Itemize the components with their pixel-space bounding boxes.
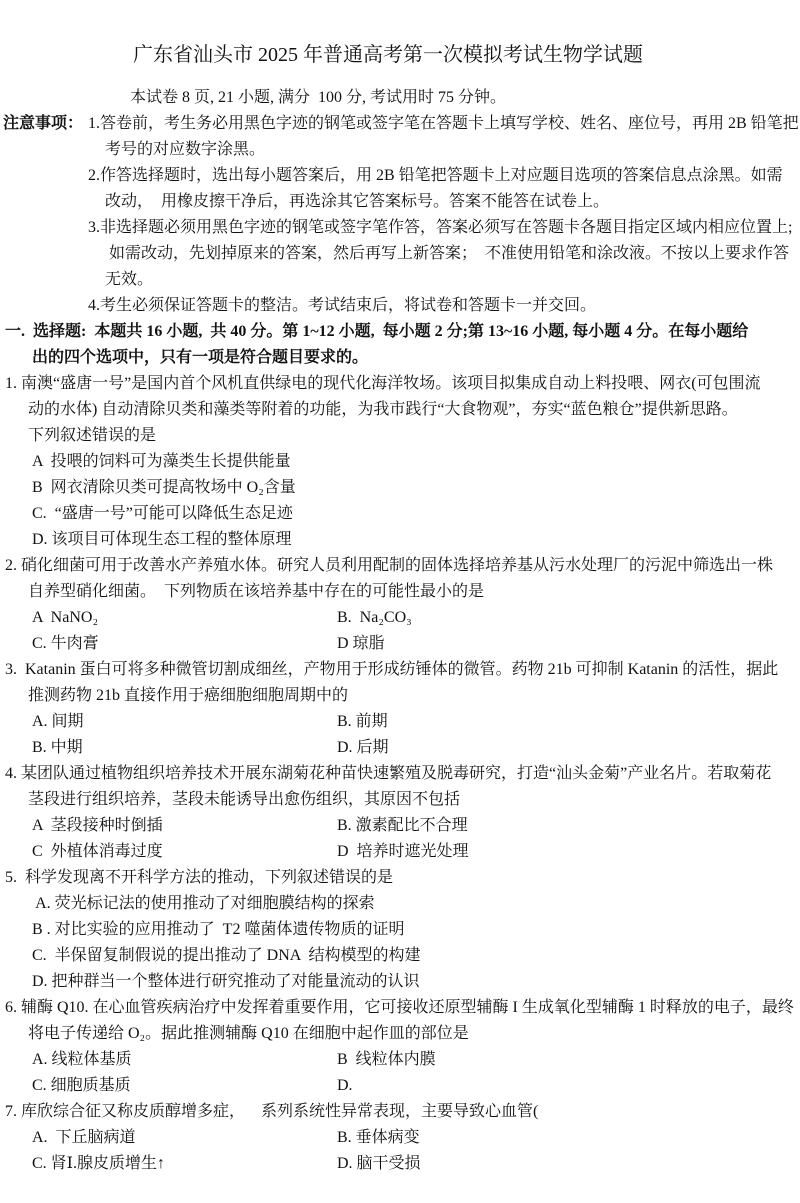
question-stem-line: 1. 南澳“盛唐一号”是国内首个风机直供绿电的现代化海洋牧场。该项目拟集成自动上料投喂、网衣(可包围流 bbox=[5, 375, 761, 392]
option-cell: C. “盛唐一号”可能可以降低生态足迹 bbox=[32, 505, 293, 522]
question-3 bbox=[5, 657, 795, 761]
option-row bbox=[32, 917, 795, 943]
notice-line: 4.考生必须保证答题卡的整洁。考试结束后，将试卷和答题卡一并交回。 bbox=[88, 297, 597, 314]
notice-item bbox=[88, 111, 799, 163]
option-cell: A 茎段接种时倒插 bbox=[32, 817, 163, 834]
option-cell: C. 半保留复制假说的提出推动了 DNA 结构模型的构建 bbox=[32, 947, 421, 964]
option-cell: A NaNO₂ bbox=[32, 609, 99, 626]
section-heading-line: 一. 选择题: 本题共 16 小题, 共 40 分。第 1~12 小题, 每小题 2 分;第 13~16 小题, 每小题 4 分。在每小题给 bbox=[5, 323, 749, 340]
question-5 bbox=[5, 865, 795, 995]
question-stem-line: 动的水体) 自动清除贝类和藻类等附着的功能，为我市践行“大食物观”，夯实“蓝色粮仓”提供新思路。 bbox=[28, 401, 738, 418]
option-cell: C. 肾Ⅰ.腺皮质增生↑ bbox=[32, 1155, 165, 1172]
notice-line: 如需改动，先划掉原来的答案，然后再写上新答案； 不准使用铅笔和涂改液。不按以上要求作答 bbox=[105, 245, 790, 262]
option-cell: B 线粒体内膜 bbox=[337, 1051, 436, 1068]
option-row bbox=[32, 449, 795, 475]
option-cell: D. 脑干受损 bbox=[337, 1155, 421, 1172]
option-cell: C 外植体消毒过度 bbox=[32, 843, 163, 860]
option-cell: D. 后期 bbox=[337, 739, 389, 756]
option-row bbox=[32, 605, 795, 631]
option-row bbox=[32, 631, 795, 657]
option-row bbox=[32, 501, 795, 527]
section-heading-line: 出的四个选项中，只有一项是符合题目要求的。 bbox=[32, 349, 369, 366]
question-1 bbox=[5, 371, 795, 553]
option-cell: B. Na₂CO₃ bbox=[337, 609, 412, 626]
section-heading bbox=[5, 319, 795, 371]
question-stem-line: 3. Katanin 蛋白可将多种微管切割成细丝，产物用于形成纺锤体的微管。药物 21b 可抑制 Katanin 的活性，据此 bbox=[5, 661, 779, 678]
question-stem-line: 4. 某团队通过植物组织培养技术开展东湖菊花种苗快速繁殖及脱毒研究，打造“汕头金菊”产业名片。若取菊花 bbox=[5, 765, 772, 782]
doc-subtitle: 本试卷 8 页, 21 小题, 满分 100 分, 考试用时 75 分钟。 bbox=[130, 89, 507, 106]
option-row bbox=[32, 1151, 795, 1177]
notice-line: 2.作答选择题时，选出每小题答案后，用 2B 铅笔把答题卡上对应题目选项的答案信息点涂黑。如需 bbox=[88, 167, 783, 184]
option-row bbox=[32, 969, 795, 995]
option-cell: A. 荧光标记法的使用推动了对细胞膜结构的探索 bbox=[32, 895, 375, 912]
notice-item bbox=[88, 215, 795, 293]
option-cell: A. 下丘脑病道 bbox=[32, 1129, 136, 1146]
option-cell: A. 间期 bbox=[32, 713, 84, 730]
option-row bbox=[32, 475, 795, 501]
option-cell: D 琼脂 bbox=[337, 635, 385, 652]
option-row bbox=[32, 735, 795, 761]
option-row bbox=[32, 1073, 795, 1099]
option-cell: B. 激素配比不合理 bbox=[337, 817, 468, 834]
question-stem-line: 2. 硝化细菌可用于改善水产养殖水体。研究人员利用配制的固体选择培养基从污水处理厂的污泥中筛选出一株 bbox=[5, 557, 774, 574]
option-row bbox=[32, 1047, 795, 1073]
option-cell: B 网衣清除贝类可提高牧场中 O₂含量 bbox=[32, 479, 296, 496]
doc-title: 广东省汕头市 2025 年普通高考第一次模拟考试生物学试题 bbox=[133, 44, 643, 66]
option-cell: D. bbox=[337, 1077, 353, 1094]
question-stem-line: 7. 库欣综合征又称皮质醇增多症， 系列系统性异常表现，主要导致心血管( bbox=[5, 1103, 539, 1120]
notice-line: 无效。 bbox=[105, 271, 154, 288]
notice-section bbox=[3, 111, 799, 319]
notice-line: 考号的对应数字涂黑。 bbox=[105, 141, 266, 158]
notice-item bbox=[88, 163, 795, 215]
option-row bbox=[32, 813, 795, 839]
option-cell: A. 线粒体基质 bbox=[32, 1051, 132, 1068]
question-7 bbox=[5, 1099, 795, 1177]
question-stem-line: 自养型硝化细菌。 下列物质在该培养基中存在的可能性最小的是 bbox=[28, 583, 485, 600]
option-cell: B. 垂体病变 bbox=[337, 1129, 420, 1146]
question-list bbox=[5, 371, 795, 1177]
notice-line: 1.答卷前，考生务必用黑色字迹的钢笔或签字笔在答题卡上填写学校、姓名、座位号，再用 2B 铅笔把 bbox=[88, 115, 799, 132]
question-4 bbox=[5, 761, 795, 865]
option-cell: B. 中期 bbox=[32, 739, 83, 756]
question-stem-line: 将电子传递给 O₂。据此推测辅酶 Q10 在细胞中起作皿的部位是 bbox=[28, 1025, 469, 1042]
option-cell: C. 牛肉膏 bbox=[32, 635, 99, 652]
question-stem-line: 下列叙述错误的是 bbox=[28, 427, 157, 444]
option-cell: D 培养时遮光处理 bbox=[337, 843, 469, 860]
question-stem-line: 茎段进行组织培养，茎段未能诱导出愈伤组织，其原因不包括 bbox=[28, 791, 461, 808]
notice-item bbox=[88, 293, 795, 319]
option-row bbox=[32, 527, 795, 553]
question-stem-line: 6. 辅酶 Q10. 在心血管疾病治疗中发挥着重要作用，它可接收还原型辅酶 I 生成氧化型辅酶 1 时释放的电子，最终 bbox=[5, 999, 794, 1016]
option-cell: B . 对比实验的应用推动了 T2 噬菌体遗传物质的证明 bbox=[32, 921, 405, 938]
option-cell: A 投喂的饲料可为藻类生长提供能量 bbox=[32, 453, 291, 470]
option-row bbox=[32, 891, 795, 917]
notice-line: 改动， 用橡皮擦干净后，再选涂其它答案标号。答案不能答在试卷上。 bbox=[105, 193, 610, 210]
question-6 bbox=[5, 995, 795, 1099]
question-2 bbox=[5, 553, 795, 657]
option-row bbox=[32, 839, 795, 865]
option-row bbox=[32, 943, 795, 969]
option-cell: C. 细胞质基质 bbox=[32, 1077, 131, 1094]
notice-line: 3.非选择题必须用黑色字迹的钢笔或签字笔作答，答案必须写在答题卡各题目指定区域内相应位置上; bbox=[88, 219, 793, 236]
option-cell: D. 该项目可体现生态工程的整体原理 bbox=[32, 531, 292, 548]
question-stem-line: 推测药物 21b 直接作用于癌细胞细胞周期中的 bbox=[28, 687, 349, 704]
option-cell: B. 前期 bbox=[337, 713, 388, 730]
question-stem-line: 5. 科学发现离不开科学方法的推动，下列叙述错误的是 bbox=[5, 869, 394, 886]
option-row bbox=[32, 1125, 795, 1151]
notice-list bbox=[88, 111, 799, 319]
option-cell: D. 把种群当一个整体进行研究推动了对能量流动的认识 bbox=[32, 973, 420, 990]
option-row bbox=[32, 709, 795, 735]
notice-label: 注意事项： bbox=[3, 115, 84, 132]
